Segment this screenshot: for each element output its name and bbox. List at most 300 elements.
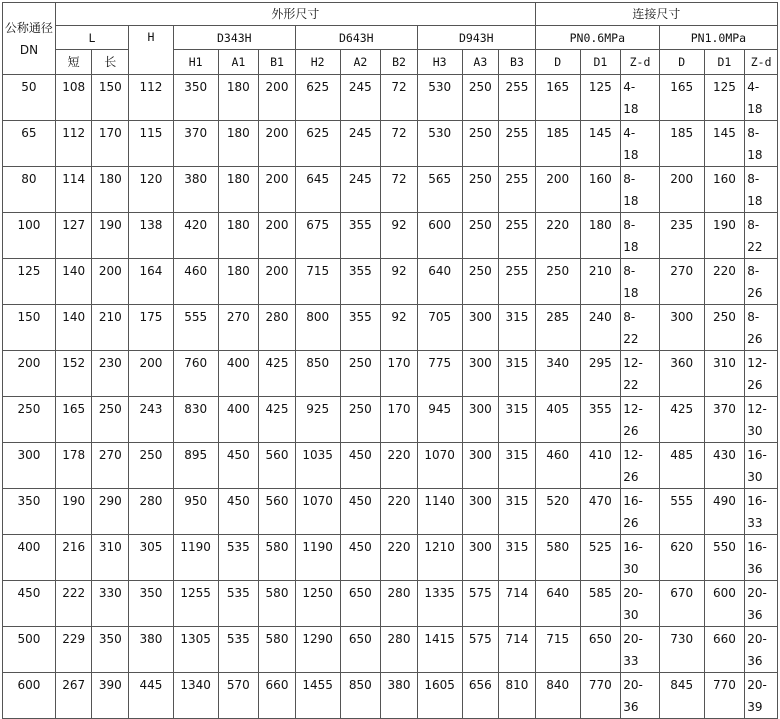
cell-A3: 300 — [462, 305, 499, 351]
cell-H3: 1605 — [417, 673, 462, 719]
cell-D110: 310 — [704, 351, 745, 397]
cell-H1: 950 — [173, 489, 218, 535]
cell-Zd06 — [621, 213, 660, 259]
cell-H: 445 — [129, 673, 174, 719]
cell-Zd06-diameter: 33 — [623, 654, 639, 668]
table-row — [3, 351, 778, 397]
cell-H: 305 — [129, 535, 174, 581]
cell-H: 115 — [129, 121, 174, 167]
cell-Ll: 290 — [92, 489, 129, 535]
D1-pn06-header: D1 — [580, 50, 621, 75]
cell-D06: 715 — [535, 627, 580, 673]
cell-Ll: 390 — [92, 673, 129, 719]
cell-A2: 650 — [340, 627, 381, 673]
cell-Zd06-diameter: 26 — [623, 424, 639, 438]
cell-Ls: 114 — [55, 167, 92, 213]
cell-D10: 185 — [659, 121, 704, 167]
cell-Zd10-bolts: 8- — [747, 126, 760, 140]
cell-Zd10-diameter: 22 — [747, 240, 763, 254]
cell-H2: 1455 — [295, 673, 340, 719]
cell-Zd06-bolts: 12- — [623, 402, 643, 416]
cell-Zd10-diameter: 39 — [747, 700, 763, 714]
D-pn06-header: D — [535, 50, 580, 75]
table-body — [3, 75, 778, 719]
cell-H2: 1190 — [295, 535, 340, 581]
cell-B1: 660 — [259, 673, 296, 719]
cell-D06: 200 — [535, 167, 580, 213]
cell-H3: 775 — [417, 351, 462, 397]
cell-H: 175 — [129, 305, 174, 351]
cell-D06: 250 — [535, 259, 580, 305]
cell-H1: 895 — [173, 443, 218, 489]
cell-Zd10 — [745, 535, 778, 581]
cell-A2: 450 — [340, 489, 381, 535]
cell-dn: 200 — [3, 351, 56, 397]
cell-D110: 125 — [704, 75, 745, 121]
cell-H3: 530 — [417, 75, 462, 121]
cell-dn: 125 — [3, 259, 56, 305]
cell-H2: 645 — [295, 167, 340, 213]
cell-A3: 575 — [462, 581, 499, 627]
cell-D110: 190 — [704, 213, 745, 259]
cell-B2: 92 — [381, 305, 418, 351]
table-row — [3, 167, 778, 213]
cell-D10: 485 — [659, 443, 704, 489]
cell-H: 380 — [129, 627, 174, 673]
cell-A2: 250 — [340, 351, 381, 397]
table-row — [3, 397, 778, 443]
cell-D110: 220 — [704, 259, 745, 305]
cell-H3: 640 — [417, 259, 462, 305]
cell-Zd10-diameter: 30 — [747, 470, 763, 484]
cell-D06: 460 — [535, 443, 580, 489]
cell-B2: 170 — [381, 351, 418, 397]
cell-Zd06 — [621, 397, 660, 443]
cell-D110: 370 — [704, 397, 745, 443]
cell-Zd10-diameter: 26 — [747, 378, 763, 392]
cell-Zd10 — [745, 581, 778, 627]
cell-H1: 760 — [173, 351, 218, 397]
cell-B3: 714 — [499, 581, 536, 627]
cell-B3: 315 — [499, 489, 536, 535]
table-row — [3, 75, 778, 121]
H2-header: H2 — [295, 50, 340, 75]
cell-Zd06-bolts: 20- — [623, 678, 643, 692]
table-row — [3, 535, 778, 581]
cell-Zd06-bolts: 16- — [623, 540, 643, 554]
table-row — [3, 121, 778, 167]
cell-B1: 200 — [259, 75, 296, 121]
cell-Zd10-bolts: 12- — [747, 402, 767, 416]
cell-Zd10-bolts: 16- — [747, 540, 767, 554]
cell-B3: 315 — [499, 397, 536, 443]
cell-H2: 850 — [295, 351, 340, 397]
cell-Zd10 — [745, 443, 778, 489]
cell-Zd06 — [621, 535, 660, 581]
table-row — [3, 673, 778, 719]
cell-Zd10 — [745, 259, 778, 305]
cell-Zd06-bolts: 4- — [623, 126, 636, 140]
cell-dn: 80 — [3, 167, 56, 213]
cell-A3: 300 — [462, 397, 499, 443]
cell-dn: 500 — [3, 627, 56, 673]
cell-A2: 355 — [340, 213, 381, 259]
cell-H1: 380 — [173, 167, 218, 213]
cell-B2: 92 — [381, 213, 418, 259]
cell-D106: 355 — [580, 397, 621, 443]
cell-H: 112 — [129, 75, 174, 121]
cell-Ll: 150 — [92, 75, 129, 121]
cell-A2: 450 — [340, 443, 381, 489]
cell-Ll: 230 — [92, 351, 129, 397]
cell-H2: 675 — [295, 213, 340, 259]
A1-header: A1 — [218, 50, 259, 75]
cell-D10: 300 — [659, 305, 704, 351]
cell-A3: 575 — [462, 627, 499, 673]
cell-dn: 250 — [3, 397, 56, 443]
cell-D06: 340 — [535, 351, 580, 397]
cell-H: 164 — [129, 259, 174, 305]
cell-B1: 280 — [259, 305, 296, 351]
cell-A3: 250 — [462, 75, 499, 121]
cell-D106: 160 — [580, 167, 621, 213]
cell-D106: 295 — [580, 351, 621, 397]
cell-A1: 400 — [218, 397, 259, 443]
cell-B1: 425 — [259, 397, 296, 443]
cell-D06: 185 — [535, 121, 580, 167]
cell-Zd10 — [745, 489, 778, 535]
table-row — [3, 627, 778, 673]
cell-A3: 300 — [462, 535, 499, 581]
cell-D110: 660 — [704, 627, 745, 673]
cell-H1: 420 — [173, 213, 218, 259]
cell-A2: 355 — [340, 259, 381, 305]
cell-Zd06-diameter: 18 — [623, 148, 639, 162]
dn-header: 公称通径DN — [3, 3, 56, 75]
cell-Ll: 330 — [92, 581, 129, 627]
cell-D106: 470 — [580, 489, 621, 535]
cell-H2: 715 — [295, 259, 340, 305]
cell-Zd10-bolts: 20- — [747, 678, 767, 692]
cell-Zd06-bolts: 8- — [623, 310, 636, 324]
cell-D10: 425 — [659, 397, 704, 443]
cell-Zd06-bolts: 8- — [623, 218, 636, 232]
cell-A1: 270 — [218, 305, 259, 351]
cell-B1: 200 — [259, 167, 296, 213]
cell-Zd10-diameter: 18 — [747, 148, 763, 162]
cell-H2: 1250 — [295, 581, 340, 627]
cell-Zd10-bolts: 8- — [747, 264, 760, 278]
B2-header: B2 — [381, 50, 418, 75]
cell-B2: 72 — [381, 167, 418, 213]
Zd-pn06-header: Z-d — [621, 50, 660, 75]
table-row — [3, 581, 778, 627]
A2-header: A2 — [340, 50, 381, 75]
cell-Zd10-bolts: 20- — [747, 632, 767, 646]
cell-H1: 555 — [173, 305, 218, 351]
cell-B1: 580 — [259, 627, 296, 673]
cell-Zd10-diameter: 18 — [747, 194, 763, 208]
valve-dimensions-table — [2, 2, 778, 719]
table-row — [3, 259, 778, 305]
cell-D06: 520 — [535, 489, 580, 535]
cell-B2: 220 — [381, 535, 418, 581]
cell-D10: 235 — [659, 213, 704, 259]
H1-header: H1 — [173, 50, 218, 75]
cell-Ls: 165 — [55, 397, 92, 443]
cell-A3: 300 — [462, 351, 499, 397]
cell-Ll: 350 — [92, 627, 129, 673]
cell-Ls: 127 — [55, 213, 92, 259]
cell-B3: 714 — [499, 627, 536, 673]
cell-Zd06-diameter: 36 — [623, 700, 639, 714]
cell-A3: 300 — [462, 489, 499, 535]
cell-H3: 945 — [417, 397, 462, 443]
cell-A1: 180 — [218, 121, 259, 167]
cell-D110: 490 — [704, 489, 745, 535]
cell-B1: 560 — [259, 443, 296, 489]
Zd-pn10-header: Z-d — [745, 50, 778, 75]
cell-H1: 1255 — [173, 581, 218, 627]
cell-Ll: 310 — [92, 535, 129, 581]
cell-D06: 640 — [535, 581, 580, 627]
cell-Zd06 — [621, 627, 660, 673]
cell-A2: 245 — [340, 121, 381, 167]
cell-Zd10 — [745, 351, 778, 397]
cell-Zd10 — [745, 627, 778, 673]
cell-dn: 100 — [3, 213, 56, 259]
cell-A1: 180 — [218, 213, 259, 259]
cell-Zd10-diameter: 36 — [747, 654, 763, 668]
cell-Zd06-bolts: 20- — [623, 586, 643, 600]
cell-H3: 565 — [417, 167, 462, 213]
cell-B2: 280 — [381, 627, 418, 673]
cell-H3: 1415 — [417, 627, 462, 673]
cell-dn: 450 — [3, 581, 56, 627]
cell-Ls: 222 — [55, 581, 92, 627]
cell-D10: 555 — [659, 489, 704, 535]
table-row — [3, 443, 778, 489]
cell-B2: 220 — [381, 489, 418, 535]
cell-A1: 450 — [218, 489, 259, 535]
cell-B3: 315 — [499, 351, 536, 397]
cell-B2: 380 — [381, 673, 418, 719]
cell-A2: 245 — [340, 75, 381, 121]
cell-D110: 550 — [704, 535, 745, 581]
cell-A1: 535 — [218, 535, 259, 581]
cell-H3: 600 — [417, 213, 462, 259]
cell-H1: 460 — [173, 259, 218, 305]
cell-B1: 580 — [259, 535, 296, 581]
cell-Zd10 — [745, 305, 778, 351]
short-header: 短 — [55, 50, 92, 75]
cell-B1: 200 — [259, 121, 296, 167]
cell-Zd06-diameter: 18 — [623, 240, 639, 254]
cell-H1: 370 — [173, 121, 218, 167]
cell-A1: 450 — [218, 443, 259, 489]
cell-Zd10 — [745, 397, 778, 443]
cell-D10: 620 — [659, 535, 704, 581]
cell-Zd06 — [621, 351, 660, 397]
cell-A2: 250 — [340, 397, 381, 443]
cell-H1: 1305 — [173, 627, 218, 673]
cell-Zd10-bolts: 16- — [747, 448, 767, 462]
cell-D06: 285 — [535, 305, 580, 351]
cell-D106: 210 — [580, 259, 621, 305]
cell-H2: 1290 — [295, 627, 340, 673]
H-header: H — [129, 26, 174, 75]
cell-D106: 145 — [580, 121, 621, 167]
cell-B3: 315 — [499, 443, 536, 489]
cell-Zd06 — [621, 443, 660, 489]
cell-Ls: 267 — [55, 673, 92, 719]
cell-Zd06 — [621, 259, 660, 305]
cell-Zd06-diameter: 30 — [623, 608, 639, 622]
cell-Zd06-diameter: 18 — [623, 194, 639, 208]
cell-Zd10-diameter: 26 — [747, 286, 763, 300]
cell-dn: 400 — [3, 535, 56, 581]
cell-B2: 170 — [381, 397, 418, 443]
cell-D06: 405 — [535, 397, 580, 443]
cell-H2: 625 — [295, 121, 340, 167]
cell-D10: 165 — [659, 75, 704, 121]
connection-dimensions-header: 连接尺寸 — [535, 3, 777, 26]
cell-Ls: 178 — [55, 443, 92, 489]
cell-B1: 560 — [259, 489, 296, 535]
cell-Zd10 — [745, 673, 778, 719]
cell-D106: 180 — [580, 213, 621, 259]
cell-Ls: 152 — [55, 351, 92, 397]
cell-A1: 180 — [218, 259, 259, 305]
cell-Zd06 — [621, 581, 660, 627]
cell-Zd10-diameter: 36 — [747, 608, 763, 622]
pn10-header: PN1.0MPa — [659, 26, 777, 50]
cell-B2: 92 — [381, 259, 418, 305]
cell-D106: 525 — [580, 535, 621, 581]
cell-Zd06 — [621, 305, 660, 351]
cell-Zd10 — [745, 121, 778, 167]
cell-Zd10-bolts: 8- — [747, 172, 760, 186]
cell-A1: 180 — [218, 75, 259, 121]
cell-H3: 1335 — [417, 581, 462, 627]
cell-B3: 315 — [499, 305, 536, 351]
cell-B1: 200 — [259, 259, 296, 305]
cell-B3: 810 — [499, 673, 536, 719]
cell-Zd10 — [745, 75, 778, 121]
cell-A3: 250 — [462, 259, 499, 305]
cell-D06: 165 — [535, 75, 580, 121]
cell-H3: 1140 — [417, 489, 462, 535]
cell-Zd06-diameter: 30 — [623, 562, 639, 576]
cell-Zd06-bolts: 16- — [623, 494, 643, 508]
cell-D106: 410 — [580, 443, 621, 489]
cell-Ll: 270 — [92, 443, 129, 489]
cell-dn: 65 — [3, 121, 56, 167]
cell-dn: 300 — [3, 443, 56, 489]
cell-dn: 50 — [3, 75, 56, 121]
cell-Zd06-bolts: 8- — [623, 264, 636, 278]
cell-Ls: 190 — [55, 489, 92, 535]
cell-B1: 425 — [259, 351, 296, 397]
cell-D10: 200 — [659, 167, 704, 213]
cell-Zd06-bolts: 12- — [623, 356, 643, 370]
long-header: 长 — [92, 50, 129, 75]
overall-dimensions-header: 外形尺寸 — [55, 3, 535, 26]
cell-A3: 656 — [462, 673, 499, 719]
cell-A2: 450 — [340, 535, 381, 581]
D643H-header: D643H — [295, 26, 417, 50]
cell-Ll: 180 — [92, 167, 129, 213]
cell-H: 200 — [129, 351, 174, 397]
cell-H: 120 — [129, 167, 174, 213]
cell-A2: 850 — [340, 673, 381, 719]
cell-Zd10 — [745, 213, 778, 259]
cell-Ll: 200 — [92, 259, 129, 305]
cell-A2: 650 — [340, 581, 381, 627]
D943H-header: D943H — [417, 26, 535, 50]
cell-B3: 255 — [499, 213, 536, 259]
D-pn10-header: D — [659, 50, 704, 75]
cell-dn: 600 — [3, 673, 56, 719]
cell-H3: 705 — [417, 305, 462, 351]
cell-D110: 145 — [704, 121, 745, 167]
A3-header: A3 — [462, 50, 499, 75]
cell-B3: 255 — [499, 75, 536, 121]
cell-Ll: 210 — [92, 305, 129, 351]
cell-Zd06-bolts: 8- — [623, 172, 636, 186]
cell-H2: 625 — [295, 75, 340, 121]
cell-H3: 1070 — [417, 443, 462, 489]
table-row — [3, 489, 778, 535]
cell-Zd10-bolts: 8- — [747, 218, 760, 232]
cell-H2: 800 — [295, 305, 340, 351]
cell-A3: 250 — [462, 121, 499, 167]
B1-header: B1 — [259, 50, 296, 75]
cell-H3: 530 — [417, 121, 462, 167]
cell-D106: 770 — [580, 673, 621, 719]
cell-Ls: 229 — [55, 627, 92, 673]
cell-A3: 250 — [462, 167, 499, 213]
cell-Zd10-diameter: 30 — [747, 424, 763, 438]
cell-H: 243 — [129, 397, 174, 443]
cell-H2: 1035 — [295, 443, 340, 489]
cell-Zd06 — [621, 121, 660, 167]
cell-D06: 580 — [535, 535, 580, 581]
cell-Zd06-diameter: 22 — [623, 332, 639, 346]
cell-D10: 360 — [659, 351, 704, 397]
cell-A2: 245 — [340, 167, 381, 213]
cell-Zd10-bolts: 4- — [747, 80, 760, 94]
cell-H1: 1340 — [173, 673, 218, 719]
pn06-header: PN0.6MPa — [535, 26, 659, 50]
cell-Ls: 108 — [55, 75, 92, 121]
cell-B2: 280 — [381, 581, 418, 627]
cell-Ls: 140 — [55, 259, 92, 305]
cell-dn: 150 — [3, 305, 56, 351]
cell-Zd10-bolts: 8- — [747, 310, 760, 324]
cell-Zd10 — [745, 167, 778, 213]
cell-Zd06-diameter: 22 — [623, 378, 639, 392]
cell-D110: 600 — [704, 581, 745, 627]
cell-Zd06 — [621, 489, 660, 535]
B3-header: B3 — [499, 50, 536, 75]
cell-H: 250 — [129, 443, 174, 489]
cell-B3: 255 — [499, 167, 536, 213]
cell-B2: 72 — [381, 121, 418, 167]
cell-B3: 315 — [499, 535, 536, 581]
cell-Ll: 250 — [92, 397, 129, 443]
cell-A2: 355 — [340, 305, 381, 351]
